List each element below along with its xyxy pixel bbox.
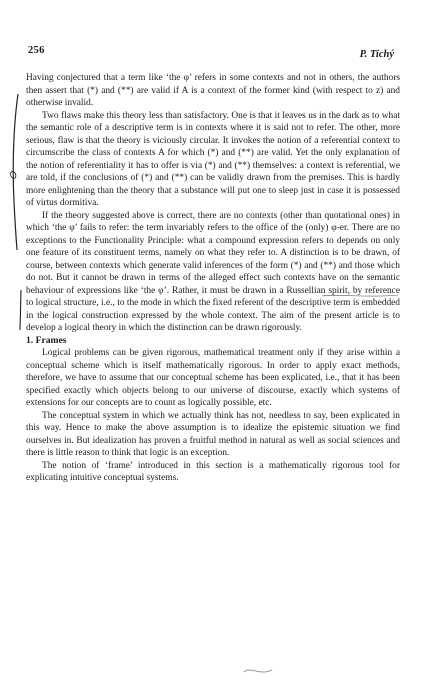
bottom-smudge-mark (240, 662, 276, 680)
page-number: 256 (28, 45, 45, 56)
section-paragraph-3: The notion of ‘frame’ introduced in this section is a mathematically rigorous tool for explicating intuitive conceptual systems. (26, 460, 400, 483)
section-heading: 1. Frames (26, 334, 67, 346)
paragraph-2: Two flaws make this theory less than satisfactory. One is that it leaves us in the dark as to what the semantic role of a descriptive term is in contexts where it is said not to refer. The other, more serious, flaw is that the theory is viciously circular. It invokes the notion of a referential context to circumscribe the class of contexts A for which (*) and (**) are valid. Yet the only explanation of the notion of referentiality it has to offer is via (*) and (**) themselves: a context is referential, we are told, if the conclusions of (*) and (**) can be validly drawn from the premises. This is hardly more enlightening than the theory that a substance will put one to sleep just in case it is possessed of virtus dormitiva. (26, 110, 400, 208)
section-paragraph-1: Logical problems can be given rigorous, mathematical treatment only if they arise within a conceptual scheme which is itself mathematically rigorous. In order to apply exact methods, therefore, we have to assume that our conceptual scheme has been explicated, i.e., that it has been specified exactly which objects belong to our universe of discourse, exactly which systems of extensions for our concepts are to count as logically possible, etc. (26, 348, 400, 408)
margin-bracket-mark (4, 92, 26, 252)
body-text (26, 72, 400, 485)
paragraph-1: Having conjectured that a term like ‘the φ’ refers in some contexts and not in others, the authors then assert that (*) and (**) are valid if A is a context of the former kind (with respect to z) and otherwise invalid. (26, 73, 400, 108)
running-head: P. Tichý (359, 49, 394, 60)
section-paragraph-2: The conceptual system in which we actually think has not, needless to say, been explicated in this way. Hence to make the above assumption is to idealize the epistemic situation we find ourselves in. But idealization has proven a fruitful method in natural as well as social sciences and there is little reason to think that logic is an exception. (26, 410, 400, 458)
paragraph-3: If the theory suggested above is correct, there are no contexts (other than quotational ones) in which ‘the φ’ fails to refer: the term invariably refers to the office of the (only) φ-er. There are no exceptions to the Functionality Principle: what a compound expression refers to depends on only one feature of its constituent terms, namely on what they refer to. A distinction is to be drawn, of course, between contexts which generate valid inferences of the form (*) and (**) and those which do not. But it cannot be drawn in terms of the alleged effect such contexts have on the semantic behaviour of expressions like ‘the φ’. Rather, it must be drawn in a Russellian spirit, by reference to logical structure, i.e., to the mode in which the fixed referent of the descriptive term is embedded in the logical construction expressed by the whole context. The aim of the present article is to develop a logical theory in which the distinction can be drawn rigorously. (26, 210, 400, 333)
